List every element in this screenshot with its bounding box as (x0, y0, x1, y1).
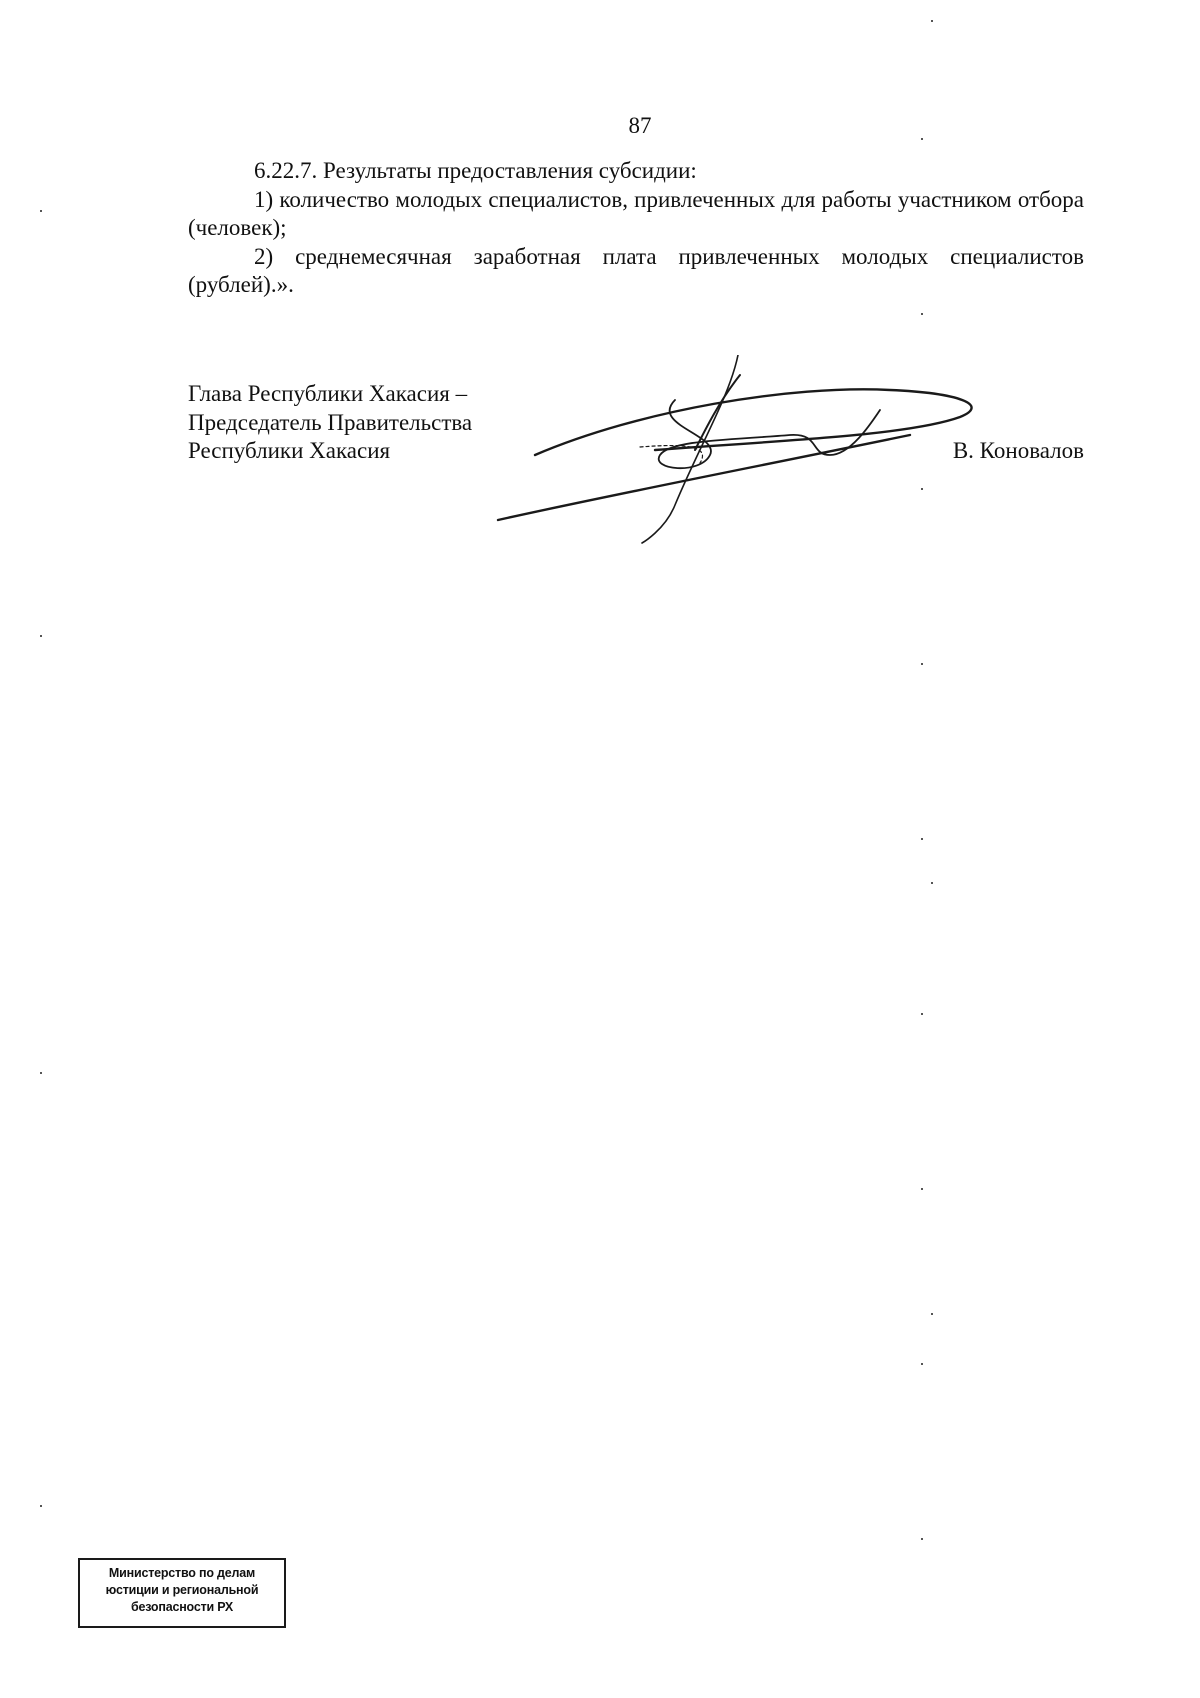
signatory-title-line: Председатель Правительства (188, 409, 473, 435)
handwritten-signature (490, 355, 990, 545)
result-item-2: 2) среднемесячная заработная плата привлеченных молодых специалистов (рублей).». (188, 243, 1084, 297)
signatory-title (188, 380, 472, 466)
stamp-line: Министерство по делам (108, 1566, 256, 1580)
scan-speck (921, 838, 923, 840)
scan-speck (921, 1363, 923, 1365)
scan-speck (40, 210, 42, 212)
scan-speck (921, 313, 923, 315)
scan-speck (931, 20, 933, 22)
stamp-line: безопасности РХ (130, 1600, 234, 1614)
scan-speck (931, 1313, 933, 1315)
scan-speck (921, 663, 923, 665)
signatory-title-line: Республики Хакасия (188, 438, 391, 463)
registration-stamp (78, 1558, 286, 1628)
page-number: 87 (628, 113, 652, 138)
scan-speck (921, 1538, 923, 1540)
scan-speck (921, 138, 923, 140)
scan-speck (921, 1013, 923, 1015)
section-heading: 6.22.7. Результаты предоставления субсидии: (254, 158, 697, 183)
scan-speck (40, 1072, 42, 1074)
scan-speck (931, 882, 933, 884)
scan-speck (921, 1188, 923, 1190)
result-item-1: 1) количество молодых специалистов, привлеченных для работы участником отбора (человек); (188, 186, 1084, 240)
signatory-name: В. Коновалов (952, 438, 1084, 463)
stamp-line: юстиции и региональной (105, 1583, 259, 1597)
signatory-title-line: Глава Республики Хакасия – (188, 381, 468, 406)
scan-speck (921, 488, 923, 490)
scan-speck (40, 635, 42, 637)
section-body (188, 157, 1084, 300)
scan-speck (40, 1505, 42, 1507)
